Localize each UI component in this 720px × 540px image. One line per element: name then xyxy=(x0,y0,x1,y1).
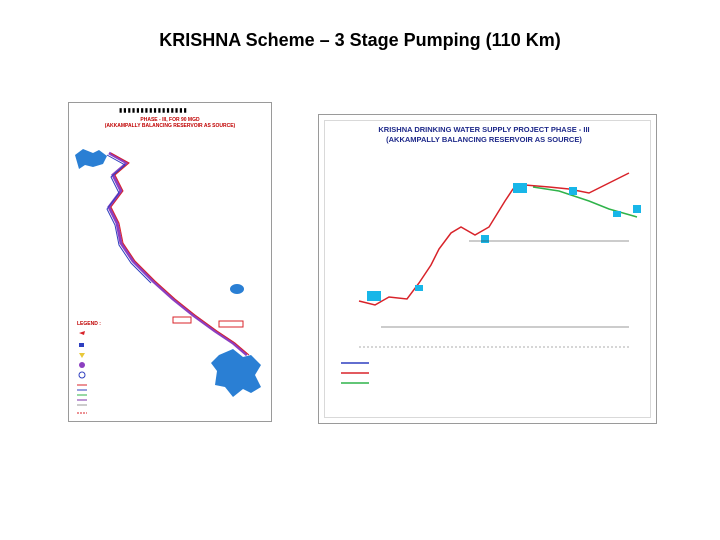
profile-heading-line2: (AKKAMPALLY BALANCING RESERVOIR AS SOURCE) xyxy=(386,135,582,144)
map-top-dashes: ▮▮▮▮▮▮▮▮▮▮▮▮▮▮▮▮ xyxy=(119,108,188,114)
profile-heading-line1: KRISHNA DRINKING WATER SUPPLY PROJECT PHASE - III xyxy=(378,125,590,134)
pumping-main-line xyxy=(359,173,629,305)
map-heading-line2: (AKKAMPALLY BALANCING RESERVOIR AS SOURCE) xyxy=(104,123,236,129)
reservoir-7 xyxy=(613,211,621,217)
bottom-lake-shape xyxy=(211,349,261,397)
top-reservoir-shape xyxy=(75,149,107,169)
map-heading-line1: PHASE - III, FOR 90 MGD xyxy=(140,117,200,123)
profile-panel xyxy=(318,114,657,424)
reservoir-4 xyxy=(513,183,527,193)
slide-title: KRISHNA Scheme – 3 Stage Pumping (110 Km) xyxy=(159,30,561,50)
legend-symbol-2 xyxy=(79,343,84,347)
reservoir-1 xyxy=(367,291,381,301)
profile-drawing xyxy=(319,115,656,423)
route-map-panel xyxy=(68,102,272,422)
map-label-box-1 xyxy=(173,317,191,323)
legend-symbol-3 xyxy=(79,353,85,358)
legend-symbol-4 xyxy=(79,362,85,368)
legend-symbol-5 xyxy=(79,372,85,378)
reservoir-2 xyxy=(415,285,423,291)
reservoir-5 xyxy=(569,187,577,195)
map-label-box-2 xyxy=(219,321,243,327)
route-map-drawing xyxy=(69,103,271,421)
reservoir-6 xyxy=(633,205,641,213)
reservoir-3 xyxy=(481,235,489,243)
legend-title: LEGEND : xyxy=(77,321,101,327)
pond-shape xyxy=(230,284,244,294)
legend-symbol-1 xyxy=(79,331,85,335)
legend-items xyxy=(77,331,87,413)
